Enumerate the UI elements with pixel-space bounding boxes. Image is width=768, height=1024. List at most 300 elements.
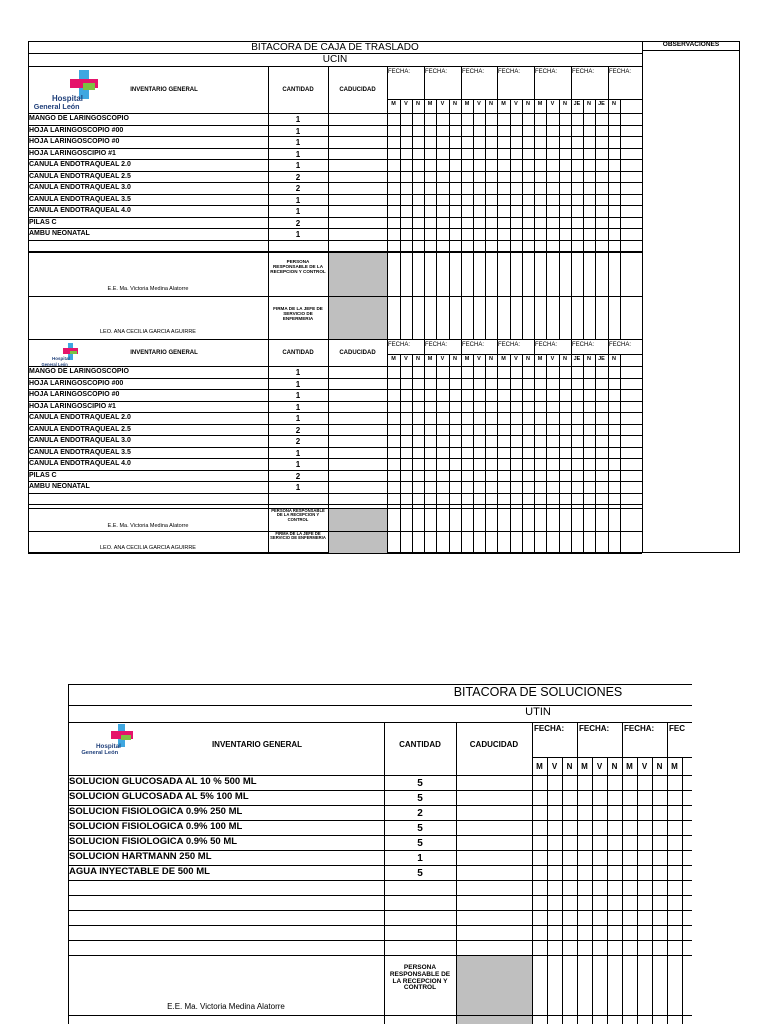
grid-line xyxy=(497,252,498,339)
item-qty-s1: 1 xyxy=(295,230,301,239)
shift-label-s1: V xyxy=(514,101,518,107)
grid-line xyxy=(583,113,584,252)
grid-line xyxy=(571,354,572,366)
grid-line xyxy=(387,354,642,355)
grid-line xyxy=(534,252,535,339)
grid-line xyxy=(436,366,437,508)
item-qty-s2: 1 xyxy=(295,368,301,377)
grid-line xyxy=(400,366,401,508)
shift-label-s2: V xyxy=(404,356,408,362)
grid-line xyxy=(28,194,642,195)
logo-text-line2: General León xyxy=(81,750,119,757)
grid-line xyxy=(449,508,450,553)
grid-line xyxy=(268,339,269,366)
item-qty-s1: 2 xyxy=(295,219,301,228)
item-qty-s1: 2 xyxy=(295,173,301,182)
grid-line xyxy=(424,66,425,99)
grid-line xyxy=(424,366,425,508)
item-name-s1: CANULA ENDOTRAQUEAL 2.0 xyxy=(29,161,131,168)
grid-line xyxy=(534,366,535,508)
item-name-s2: MANGO DE LARINGOSCOPIO xyxy=(29,368,129,375)
item-qty-s1: 2 xyxy=(295,184,301,193)
grid-line xyxy=(28,470,642,471)
grid-line xyxy=(28,412,642,413)
grid-line xyxy=(510,113,511,252)
grid-line xyxy=(497,508,498,553)
grid-line xyxy=(68,895,692,896)
grid-line xyxy=(461,354,462,366)
grid-line xyxy=(510,252,511,339)
grid-line xyxy=(577,722,578,757)
grid-line xyxy=(68,940,692,941)
person-victoria-s2: E.E. Ma. Victoria Medina Alatorre xyxy=(107,523,189,529)
grid-line xyxy=(607,757,608,1024)
grid-line xyxy=(485,366,486,508)
grid-line xyxy=(559,99,560,113)
grid-line xyxy=(559,508,560,553)
role-recepcion-s1: PERSONA RESPONSABLE DE LA RECEPCION Y CONTROL xyxy=(270,259,326,274)
grid-line xyxy=(620,508,621,553)
grid-line xyxy=(522,252,523,339)
grid-line xyxy=(328,508,329,553)
shift-label-sol: M xyxy=(536,762,543,771)
logo-text-line1: Hospital xyxy=(96,742,121,750)
grid-line xyxy=(473,252,474,339)
item-name-s1: HOJA LARINGOSCIPIO #1 xyxy=(29,150,116,157)
role-jefe-s1: FIRMA DE LA JEFE DE SERVICIO DE ENFERMERIA xyxy=(273,306,323,321)
grid-line xyxy=(387,113,388,252)
grid-line xyxy=(534,339,535,354)
grid-line xyxy=(28,435,642,436)
grid-line xyxy=(595,366,596,508)
grid-line xyxy=(522,99,523,113)
grid-line xyxy=(412,99,413,113)
shift-label-s1: M xyxy=(391,101,396,107)
shift-label-sol: N xyxy=(656,762,663,771)
shift-label-s2: M xyxy=(501,356,506,362)
person-ana-s1: LEO. ANA CECILIA GARCIA AGUIRRE xyxy=(100,329,196,335)
grid-line xyxy=(595,354,596,366)
shift-label-s1: N xyxy=(587,101,591,107)
grey-box-s1 xyxy=(329,297,387,339)
grid-line xyxy=(424,354,425,366)
grid-line xyxy=(412,252,413,339)
shift-label-s2: N xyxy=(416,356,420,362)
shift-label-s2: N xyxy=(526,356,530,362)
grid-line xyxy=(28,205,642,206)
role-jefe-s2: FIRMA DE LA JEFE DE SERVICIO DE ENFERMERIA xyxy=(270,531,326,541)
shift-label-sol: M xyxy=(626,762,633,771)
grid-line xyxy=(559,252,560,339)
grid-line xyxy=(412,354,413,366)
grid-line xyxy=(562,757,563,1024)
grid-line xyxy=(424,339,425,354)
cantidad-header-s2: CANTIDAD xyxy=(282,349,314,356)
shift-label-s2: V xyxy=(440,356,445,362)
grid-line xyxy=(68,925,692,926)
shift-label-s1: JE xyxy=(598,101,605,107)
grid-line xyxy=(497,354,498,366)
grid-line xyxy=(485,113,486,252)
shift-label-sol: M xyxy=(671,762,678,771)
grid-line xyxy=(546,113,547,252)
grid-line xyxy=(546,99,547,113)
item-name-s2: AMBU NEONATAL xyxy=(29,483,90,490)
item-qty-s2: 2 xyxy=(295,426,301,435)
grid-line xyxy=(595,99,596,113)
grid-line xyxy=(473,354,474,366)
grid-line xyxy=(28,378,642,379)
item-name-sol: SOLUCION GLUCOSADA AL 10 % 500 ML xyxy=(69,776,257,787)
item-qty-s1: 1 xyxy=(295,196,301,205)
grid-line xyxy=(595,252,596,339)
item-name-sol: SOLUCION GLUCOSADA AL 5% 100 ML xyxy=(69,791,249,802)
grid-line xyxy=(473,113,474,252)
shift-label-s1: V xyxy=(477,101,481,107)
grid-line xyxy=(328,339,329,366)
item-qty-sol: 5 xyxy=(417,778,423,789)
grid-line xyxy=(28,504,642,505)
logo-cross-icon xyxy=(121,735,130,740)
caducidad-header-s1: CADUCIDAD xyxy=(339,86,376,93)
item-name-s2: CANULA ENDOTRAQUEAL 3.0 xyxy=(29,437,131,444)
grid-line xyxy=(449,366,450,508)
item-qty-sol: 5 xyxy=(417,868,423,879)
grid-line xyxy=(28,493,642,494)
grey-box-s2 xyxy=(329,509,387,531)
item-name-sol: SOLUCION FISIOLOGICA 0.9% 50 ML xyxy=(69,836,238,847)
shift-label-s1: M xyxy=(427,101,433,107)
item-name-s1: PILAS C xyxy=(29,219,57,226)
grid-line xyxy=(28,389,642,390)
item-qty-sol: 5 xyxy=(417,838,423,849)
grid-line xyxy=(68,910,692,911)
shift-label-s2: JE xyxy=(598,356,605,362)
observaciones-label: OBSERVACIONES xyxy=(662,41,720,48)
grid-line xyxy=(449,252,450,339)
shift-label-sol: M xyxy=(581,762,588,771)
item-name-s1: AMBU NEONATAL xyxy=(29,230,90,237)
inventario-general-header-s2: INVENTARIO GENERAL xyxy=(130,349,198,356)
grid-line xyxy=(424,99,425,113)
grid-line xyxy=(400,508,401,553)
item-name-sol: SOLUCION FISIOLOGICA 0.9% 250 ML xyxy=(69,806,243,817)
grid-line xyxy=(449,354,450,366)
fecha-label-s2: FECHA: xyxy=(572,342,595,348)
shift-label-s1: N xyxy=(416,101,420,107)
fecha-label-sol: FECHA: xyxy=(579,724,610,733)
item-qty-s1: 1 xyxy=(295,127,301,136)
grid-line xyxy=(608,339,609,354)
grid-line xyxy=(400,252,401,339)
grid-line xyxy=(559,366,560,508)
shift-label-s1: JE xyxy=(573,101,581,107)
shift-label-s2: V xyxy=(550,356,555,362)
item-name-s1: CANULA ENDOTRAQUEAL 2.5 xyxy=(29,173,131,180)
item-qty-sol: 5 xyxy=(417,793,423,804)
item-qty-s2: 1 xyxy=(295,391,301,400)
grid-line xyxy=(608,113,609,252)
shift-label-s2: N xyxy=(587,356,591,362)
shift-label-sol: V xyxy=(551,762,558,771)
item-qty-s1: 1 xyxy=(295,207,301,216)
grid-line xyxy=(534,66,535,99)
grid-line xyxy=(461,366,462,508)
grid-line xyxy=(68,955,692,956)
grid-line xyxy=(28,148,642,149)
shift-label-s1: N xyxy=(612,101,616,107)
item-name-s2: HOJA LARINGOSCOPIO #0 xyxy=(29,391,120,398)
item-qty-s2: 1 xyxy=(295,380,301,389)
item-name-s2: CANULA ENDOTRAQUEAL 2.0 xyxy=(29,414,131,421)
shift-label-sol: V xyxy=(596,762,603,771)
observaciones-divider xyxy=(642,41,643,553)
shift-label-s2: N xyxy=(612,356,616,362)
logo-text-line1: Hospital xyxy=(52,93,83,103)
fecha-label-s2: FECHA: xyxy=(462,342,485,348)
shift-label-s2: V xyxy=(477,356,481,362)
grid-line xyxy=(68,705,692,706)
grid-line xyxy=(68,722,692,723)
grid-line xyxy=(546,366,547,508)
item-name-s2: PILAS C xyxy=(29,472,57,479)
shift-label-s1: M xyxy=(464,101,470,107)
shift-label-sol: V xyxy=(641,762,648,771)
grid-line xyxy=(497,366,498,508)
grid-line xyxy=(461,252,462,339)
grid-line xyxy=(412,113,413,252)
grid-line xyxy=(461,99,462,113)
grid-line xyxy=(534,113,535,252)
shift-label-s1: M xyxy=(501,101,506,107)
grid-line xyxy=(608,354,609,366)
grid-line xyxy=(461,66,462,99)
soluciones-title: BITACORA DE SOLUCIONES xyxy=(453,685,623,699)
grid-line xyxy=(510,99,511,113)
grid-line xyxy=(571,99,572,113)
grid-line xyxy=(400,354,401,366)
shift-label-s1: N xyxy=(563,101,567,107)
shift-label-s2: JE xyxy=(573,356,581,362)
fecha-label-s1: FECHA: xyxy=(425,69,448,75)
item-name-s2: HOJA LARINGOSCIPIO #1 xyxy=(29,403,116,410)
item-qty-s1: 1 xyxy=(295,150,301,159)
grid-line xyxy=(473,508,474,553)
grey-box-sol xyxy=(457,1016,532,1024)
grid-line xyxy=(424,252,425,339)
grid-line xyxy=(268,508,269,553)
item-name-s1: CANULA ENDOTRAQUEAL 4.0 xyxy=(29,207,131,214)
grid-line xyxy=(473,366,474,508)
grid-line xyxy=(28,553,642,554)
grid-line xyxy=(497,66,498,99)
grid-line xyxy=(412,508,413,553)
grid-line xyxy=(571,508,572,553)
grid-line xyxy=(473,99,474,113)
grid-line xyxy=(608,508,609,553)
grid-line xyxy=(436,252,437,339)
grid-line xyxy=(522,354,523,366)
fecha-label-s2: FECHA: xyxy=(609,342,632,348)
item-qty-sol: 5 xyxy=(417,823,423,834)
item-qty-s2: 1 xyxy=(295,460,301,469)
grid-line xyxy=(28,159,642,160)
grid-line xyxy=(268,366,269,508)
grid-line xyxy=(620,99,621,113)
soluciones-unit: UTIN xyxy=(525,706,551,718)
grid-line xyxy=(497,113,498,252)
grid-line xyxy=(546,354,547,366)
grid-line xyxy=(583,99,584,113)
grid-line xyxy=(682,757,683,1024)
grid-line xyxy=(559,354,560,366)
grid-line xyxy=(28,136,642,137)
grid-line xyxy=(522,113,523,252)
item-name-s2: CANULA ENDOTRAQUEAL 3.5 xyxy=(29,449,131,456)
grid-line xyxy=(28,424,642,425)
grid-line xyxy=(28,113,642,114)
grid-line xyxy=(387,252,388,339)
item-name-s2: HOJA LARINGOSCOPIO #00 xyxy=(29,380,124,387)
fecha-label-s2: FECHA: xyxy=(535,342,558,348)
shift-label-s2: M xyxy=(391,356,396,362)
shift-label-s2: M xyxy=(464,356,470,362)
grid-line xyxy=(642,50,740,51)
grid-line xyxy=(652,757,653,1024)
item-name-s2: CANULA ENDOTRAQUEAL 4.0 xyxy=(29,460,131,467)
grid-line xyxy=(667,722,668,757)
shift-label-s1: V xyxy=(404,101,408,107)
logo-text-line2: General León xyxy=(41,361,68,367)
grid-line xyxy=(583,354,584,366)
grid-line xyxy=(485,354,486,366)
grid-line xyxy=(424,113,425,252)
item-qty-s2: 1 xyxy=(295,483,301,492)
shift-label-s2: N xyxy=(489,356,493,362)
grid-line xyxy=(461,508,462,553)
grid-line xyxy=(28,366,642,367)
grid-line xyxy=(547,757,548,1024)
hospital-logo xyxy=(33,70,104,117)
cantidad-header-sol: CANTIDAD xyxy=(399,740,441,749)
grid-line xyxy=(577,757,578,1024)
shift-label-s1: N xyxy=(526,101,530,107)
person-ana-s2: LEO. ANA CECILIA GARCIA AGUIRRE xyxy=(100,545,196,551)
grid-line xyxy=(28,339,642,340)
logo-text-line2: General León xyxy=(33,102,80,111)
shift-label-s1: N xyxy=(489,101,493,107)
grid-line xyxy=(608,252,609,339)
fecha-label-s1: FECHA: xyxy=(388,69,411,75)
grid-line xyxy=(592,757,593,1024)
grid-line xyxy=(534,99,535,113)
grid-line xyxy=(328,252,329,339)
item-name-sol: AGUA INYECTABLE DE 500 ML xyxy=(69,866,210,877)
grid-line xyxy=(328,66,329,113)
grid-line xyxy=(667,757,668,1024)
grey-box-s1 xyxy=(329,253,387,296)
grid-line xyxy=(68,880,692,881)
grid-line xyxy=(28,217,642,218)
shift-label-s2: M xyxy=(537,356,543,362)
fecha-label-s2: FECHA: xyxy=(388,342,411,348)
grid-line xyxy=(595,508,596,553)
item-qty-s2: 1 xyxy=(295,403,301,412)
item-name-s1: MANGO DE LARINGOSCOPIO xyxy=(29,115,129,122)
fecha-label-s1: FECHA: xyxy=(535,69,558,75)
shift-label-sol: N xyxy=(611,762,618,771)
grid-line xyxy=(608,99,609,113)
grid-line xyxy=(637,757,638,1024)
item-name-s2: CANULA ENDOTRAQUEAL 2.5 xyxy=(29,426,131,433)
person-victoria-sol: E.E. Ma. Victoria Medina Alatorre xyxy=(167,1002,285,1011)
item-qty-s1: 1 xyxy=(295,161,301,170)
grid-line xyxy=(583,252,584,339)
grid-line xyxy=(387,99,642,100)
cantidad-header-s1: CANTIDAD xyxy=(282,86,314,93)
grid-line xyxy=(28,125,642,126)
grid-line xyxy=(620,354,621,366)
shift-label-s2: N xyxy=(453,356,457,362)
grid-line xyxy=(28,66,642,67)
shift-label-s2: M xyxy=(427,356,433,362)
grid-line xyxy=(28,171,642,172)
grid-line xyxy=(400,99,401,113)
traslado-title: BITACORA DE CAJA DE TRASLADO xyxy=(251,42,419,53)
caducidad-header-s2: CADUCIDAD xyxy=(339,349,376,356)
grid-line xyxy=(620,252,621,339)
item-qty-s2: 2 xyxy=(295,472,301,481)
item-name-s1: HOJA LARINGOSCOPIO #00 xyxy=(29,127,124,134)
grid-line xyxy=(534,354,535,366)
grid-line xyxy=(28,228,642,229)
grid-line xyxy=(485,252,486,339)
grey-box-sol xyxy=(457,956,532,1015)
grey-box-s2 xyxy=(329,532,387,553)
grid-line xyxy=(571,339,572,354)
fecha-label-s1: FECHA: xyxy=(462,69,485,75)
grid-line xyxy=(485,508,486,553)
grid-line xyxy=(622,722,623,757)
person-victoria-s1: E.E. Ma. Victoria Medina Alatorre xyxy=(107,286,189,292)
grid-line xyxy=(436,508,437,553)
item-name-s1: CANULA ENDOTRAQUEAL 3.5 xyxy=(29,196,131,203)
fecha-label-s2: FECHA: xyxy=(425,342,448,348)
inventario-general-header-s1: INVENTARIO GENERAL xyxy=(130,86,198,93)
grid-line xyxy=(424,508,425,553)
grid-line xyxy=(387,508,388,553)
grid-line xyxy=(620,366,621,508)
shift-label-s1: M xyxy=(537,101,543,107)
item-qty-s1: 1 xyxy=(295,138,301,147)
grid-line xyxy=(28,458,642,459)
grid-line xyxy=(28,401,642,402)
grid-line xyxy=(571,66,572,99)
grid-line xyxy=(461,339,462,354)
shift-label-s1: N xyxy=(453,101,457,107)
inventario-general-header-sol: INVENTARIO GENERAL xyxy=(211,740,303,749)
grid-line xyxy=(608,366,609,508)
item-qty-s1: 1 xyxy=(295,115,301,124)
grid-line xyxy=(532,757,692,758)
item-name-s1: HOJA LARINGOSCOPIO #0 xyxy=(29,138,120,145)
grid-line xyxy=(485,99,486,113)
shift-label-sol: N xyxy=(566,762,573,771)
shift-label-s2: N xyxy=(563,356,567,362)
grid-line xyxy=(510,354,511,366)
grid-line xyxy=(268,252,269,339)
role-recepcion-s2: PERSONA RESPONSABLE DE LA RECEPCION Y CONTROL xyxy=(271,508,325,522)
